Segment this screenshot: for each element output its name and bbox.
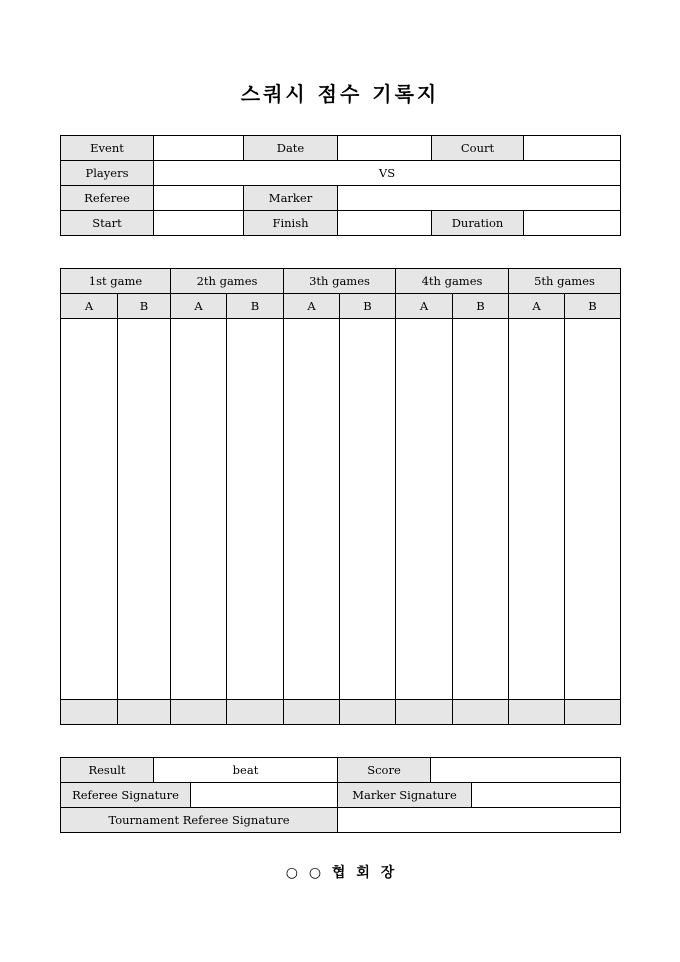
- score-label: Score: [338, 758, 431, 783]
- game-3-header: 3th games: [284, 269, 396, 294]
- game-4-header: 4th games: [396, 269, 509, 294]
- game-5-side-a: A: [509, 294, 565, 319]
- marker-field[interactable]: [338, 186, 621, 211]
- game-2-b-total[interactable]: [227, 700, 284, 725]
- marker-signature-label: Marker Signature: [338, 783, 472, 808]
- game-5-b-score-column[interactable]: [565, 319, 621, 700]
- game-2-a-total[interactable]: [171, 700, 227, 725]
- game-5-a-score-column[interactable]: [509, 319, 565, 700]
- referee-signature-label: Referee Signature: [61, 783, 191, 808]
- game-4-side-a: A: [396, 294, 453, 319]
- marker-signature-field[interactable]: [472, 783, 621, 808]
- game-1-b-total[interactable]: [118, 700, 171, 725]
- tournament-referee-signature-field[interactable]: [338, 808, 621, 833]
- association-president: ○ ○ 협 회 장: [285, 865, 395, 881]
- referee-label: Referee: [61, 186, 154, 211]
- game-4-side-b: B: [453, 294, 509, 319]
- game-scores-table: [60, 268, 621, 725]
- court-field[interactable]: [524, 136, 621, 161]
- game-4-b-total[interactable]: [453, 700, 509, 725]
- game-4-a-total[interactable]: [396, 700, 453, 725]
- tournament-referee-signature-label: Tournament Referee Signature: [61, 808, 338, 833]
- game-2-header: 2th games: [171, 269, 284, 294]
- game-2-b-score-column[interactable]: [227, 319, 284, 700]
- duration-label: Duration: [432, 211, 524, 236]
- players-label: Players: [61, 161, 154, 186]
- score-field[interactable]: [431, 758, 621, 783]
- result-table: [60, 757, 621, 833]
- game-3-side-a: A: [284, 294, 340, 319]
- event-label: Event: [61, 136, 154, 161]
- game-1-header: 1st game: [61, 269, 171, 294]
- game-5-a-total[interactable]: [509, 700, 565, 725]
- event-field[interactable]: [154, 136, 244, 161]
- game-4-b-score-column[interactable]: [453, 319, 509, 700]
- game-2-side-b: B: [227, 294, 284, 319]
- game-1-side-a: A: [61, 294, 118, 319]
- start-label: Start: [61, 211, 154, 236]
- game-1-a-total[interactable]: [61, 700, 118, 725]
- marker-label: Marker: [244, 186, 338, 211]
- game-5-side-b: B: [565, 294, 621, 319]
- court-label: Court: [432, 136, 524, 161]
- game-3-b-score-column[interactable]: [340, 319, 396, 700]
- start-field[interactable]: [154, 211, 244, 236]
- result-field[interactable]: beat: [154, 758, 338, 783]
- duration-field[interactable]: [524, 211, 621, 236]
- result-label: Result: [61, 758, 154, 783]
- game-2-a-score-column[interactable]: [171, 319, 227, 700]
- game-3-a-total[interactable]: [284, 700, 340, 725]
- game-4-a-score-column[interactable]: [396, 319, 453, 700]
- date-label: Date: [244, 136, 338, 161]
- game-2-side-a: A: [171, 294, 227, 319]
- game-1-b-score-column[interactable]: [118, 319, 171, 700]
- players-field[interactable]: VS: [154, 161, 621, 186]
- game-3-side-b: B: [340, 294, 396, 319]
- game-1-side-b: B: [118, 294, 171, 319]
- page-title: 스쿼시 점수 기록지: [240, 82, 440, 106]
- finish-field[interactable]: [338, 211, 432, 236]
- game-3-a-score-column[interactable]: [284, 319, 340, 700]
- referee-signature-field[interactable]: [191, 783, 338, 808]
- game-5-b-total[interactable]: [565, 700, 621, 725]
- match-info-table: [60, 135, 621, 236]
- game-1-a-score-column[interactable]: [61, 319, 118, 700]
- game-3-b-total[interactable]: [340, 700, 396, 725]
- game-5-header: 5th games: [509, 269, 621, 294]
- date-field[interactable]: [338, 136, 432, 161]
- referee-field[interactable]: [154, 186, 244, 211]
- finish-label: Finish: [244, 211, 338, 236]
